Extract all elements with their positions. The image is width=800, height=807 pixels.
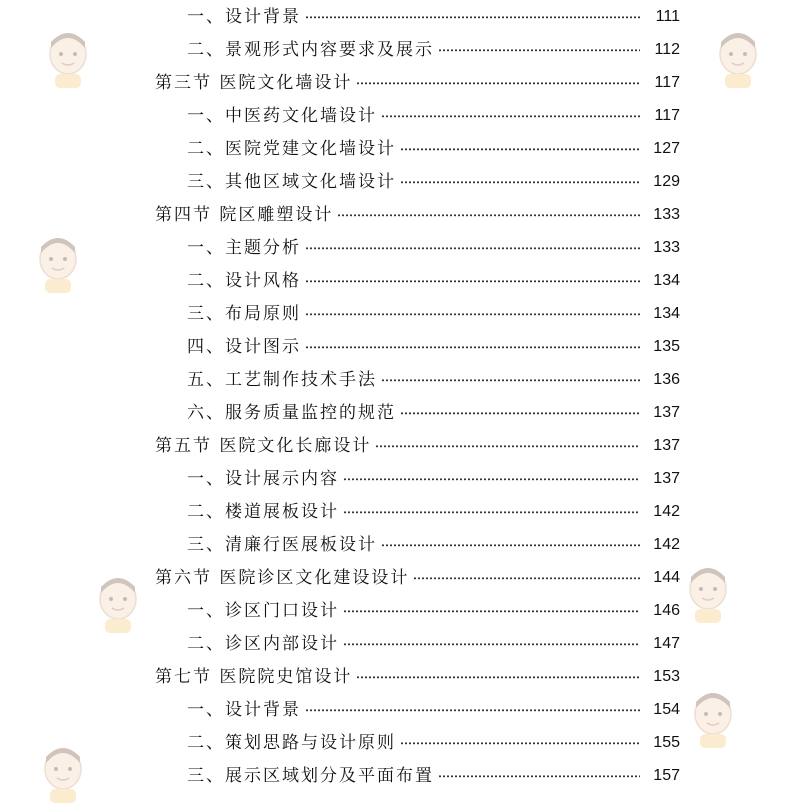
toc-entry-title: 一、设计背景 [187,699,301,720]
toc-entry-page-number: 137 [640,469,680,489]
toc-entry-page-number: 136 [640,370,680,390]
toc-entry-page-number: 133 [640,205,680,225]
toc-entry-title: 二、医院党建文化墙设计 [187,138,396,159]
toc-entry-title: 一、中医药文化墙设计 [187,105,377,126]
toc-entry[interactable] [0,726,800,759]
toc-entry-page-number: 127 [640,139,680,159]
toc-entry-title: 二、景观形式内容要求及展示 [187,39,434,60]
toc-leader-dots [305,346,640,348]
toc-leader-dots [305,280,640,282]
toc-entry[interactable] [0,264,800,297]
toc-entry[interactable] [0,66,800,99]
toc-leader-dots [375,445,640,447]
toc-entry-page-number: 111 [640,7,680,27]
toc-entry[interactable] [0,33,800,66]
toc-leader-dots [343,610,640,612]
toc-entry[interactable] [0,660,800,693]
toc-entry-title: 六、服务质量监控的规范 [187,402,396,423]
toc-leader-dots [400,181,640,183]
toc-entry[interactable] [0,165,800,198]
toc-leader-dots [337,214,640,216]
toc-entry-title: 第五节 医院文化长廊设计 [155,435,372,456]
toc-entry-page-number: 142 [640,502,680,522]
toc-leader-dots [400,148,640,150]
toc-entry-page-number: 117 [640,106,680,126]
toc-leader-dots [413,577,640,579]
toc-entry-page-number: 117 [640,73,680,93]
toc-entry[interactable] [0,132,800,165]
toc-entry-page-number: 137 [640,436,680,456]
toc-entry-title: 第三节 医院文化墙设计 [155,72,353,93]
toc-leader-dots [356,82,640,84]
toc-entry-title: 二、诊区内部设计 [187,633,339,654]
toc-entry-title: 三、清廉行医展板设计 [187,534,377,555]
toc-entry[interactable] [0,495,800,528]
toc-entry[interactable] [0,198,800,231]
toc-entry[interactable] [0,627,800,660]
toc-entry[interactable] [0,99,800,132]
toc-leader-dots [305,247,640,249]
toc-entry-title: 三、其他区域文化墙设计 [187,171,396,192]
toc-leader-dots [343,511,640,513]
toc-entry-page-number: 134 [640,271,680,291]
toc-entry[interactable] [0,231,800,264]
toc-entry-page-number: 147 [640,634,680,654]
toc-entry[interactable] [0,297,800,330]
toc-entry-title: 一、诊区门口设计 [187,600,339,621]
toc-leader-dots [400,412,640,414]
toc-entry[interactable] [0,330,800,363]
toc-entry-title: 第六节 医院诊区文化建设设计 [155,567,410,588]
toc-entry-page-number: 144 [640,568,680,588]
toc-entry-title: 四、设计图示 [187,336,301,357]
toc-entry-page-number: 142 [640,535,680,555]
toc-entry[interactable] [0,561,800,594]
toc-leader-dots [438,775,640,777]
toc-entry-title: 五、工艺制作技术手法 [187,369,377,390]
toc-entry[interactable] [0,462,800,495]
toc-entry-page-number: 135 [640,337,680,357]
toc-entry-title: 第四节 院区雕塑设计 [155,204,334,225]
toc-entry-page-number: 133 [640,238,680,258]
toc-entry-title: 二、楼道展板设计 [187,501,339,522]
toc-leader-dots [343,478,640,480]
toc-entry[interactable] [0,759,800,792]
toc-entry-page-number: 154 [640,700,680,720]
toc-leader-dots [305,709,640,711]
toc-entry-page-number: 155 [640,733,680,753]
toc-entry-title: 三、展示区域划分及平面布置 [187,765,434,786]
toc-entry-page-number: 112 [640,40,680,60]
toc-entry[interactable] [0,0,800,33]
toc-leader-dots [343,643,640,645]
toc-entry-title: 二、策划思路与设计原则 [187,732,396,753]
toc-leader-dots [356,676,640,678]
toc-entry-page-number: 129 [640,172,680,192]
toc-leader-dots [400,742,640,744]
toc-entry[interactable] [0,363,800,396]
toc-leader-dots [381,544,640,546]
toc-entry-title: 一、设计展示内容 [187,468,339,489]
toc-entry-title: 一、设计背景 [187,6,301,27]
toc-entry-page-number: 134 [640,304,680,324]
toc-entry[interactable] [0,693,800,726]
toc-entry[interactable] [0,594,800,627]
toc-entry-title: 一、主题分析 [187,237,301,258]
toc-entry[interactable] [0,396,800,429]
toc-entry-page-number: 153 [640,667,680,687]
toc-entry-title: 第七节 医院院史馆设计 [155,666,353,687]
toc-entry-title: 三、布局原则 [187,303,301,324]
toc-entry[interactable] [0,528,800,561]
toc-leader-dots [305,313,640,315]
toc-leader-dots [438,49,640,51]
toc-leader-dots [381,115,640,117]
toc-entry-title: 二、设计风格 [187,270,301,291]
toc-entry-page-number: 146 [640,601,680,621]
toc-leader-dots [381,379,640,381]
toc-entry[interactable] [0,429,800,462]
toc-entry-page-number: 137 [640,403,680,423]
toc-leader-dots [305,16,640,18]
toc-entry-page-number: 157 [640,766,680,786]
